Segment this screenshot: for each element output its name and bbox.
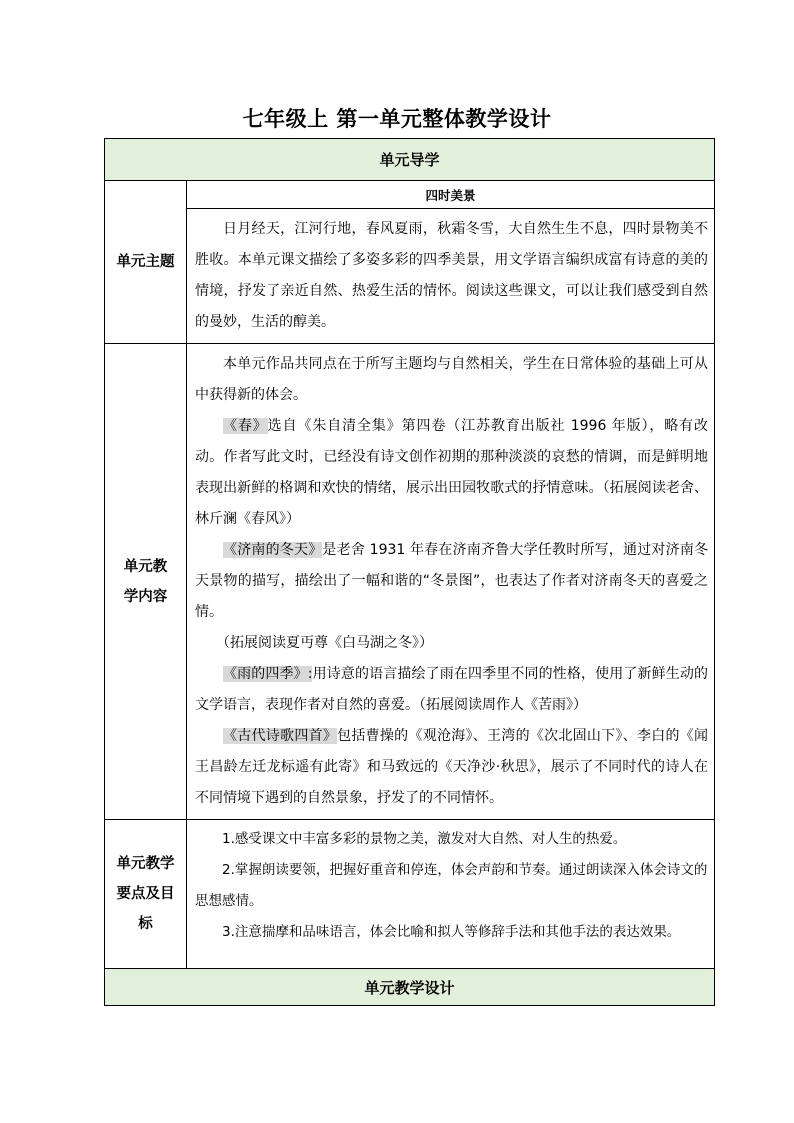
jinan-text: 是老舍 1931 年春在济南齐鲁大学任教时所写，通过对济南冬天景物的描写，描绘出了一幅和谐的“冬景图”，也表达了作者对济南冬天的喜爱之情。 (195, 542, 709, 620)
rain-title: 《雨的四季》: (223, 666, 313, 682)
content-spring (195, 411, 708, 535)
unit-design-table (104, 138, 715, 1006)
content-label-text: 单元教学内容 (123, 558, 168, 605)
spring-title: 《春》 (223, 418, 268, 434)
theme-text-row (105, 209, 715, 344)
goals-row (105, 820, 715, 969)
jinan-title: 《济南的冬天》 (223, 542, 323, 558)
content-rain (195, 659, 708, 721)
content-jinan-ext: （拓展阅读夏丏尊《白马湖之冬》） (216, 635, 433, 651)
document-title: 七年级上 第一单元整体教学设计 (242, 107, 552, 131)
poems-title: 《古代诗歌四首》 (223, 728, 338, 744)
poems-text: 包括曹操的《观沧海》、王湾的《次北固山下》、李白的《闻王昌龄左迁龙标遥有此寄》和马致远的《天净沙·秋思》，展示了不同时代的诗人在不同情境下遇到的自然景象，抒发了的不同情怀。 (195, 728, 709, 806)
content-intro: 本单元作品共同点在于所写主题均与自然相关，学生在日常体验的基础上可从中获得新的体会。 (195, 356, 709, 403)
goal-item: 3.注意揣摩和品味语言，体会比喻和拟人等修辞手法和其他手法的表达效果。 (222, 924, 681, 940)
theme-row (105, 181, 715, 209)
theme-label: 单元主题 (105, 181, 187, 344)
rain-text: 用诗意的语言描绘了雨在四季里不同的性格，使用了新鲜生动的文学语言，表现作者对自然的喜爱。（拓展阅读周作人《苦雨》） (195, 666, 709, 713)
design-header-row (105, 969, 715, 1006)
goal-item: 2.掌握朗读要领，把握好重音和停连，体会声韵和节奏。通过朗读深入体会诗文的思想感情。 (195, 862, 708, 909)
content-cell (187, 344, 715, 820)
guide-header-row (105, 139, 715, 181)
goal-item: 1.感受课文中丰富多彩的景物之美，激发对大自然、对人生的热爱。 (222, 831, 627, 847)
content-label (105, 344, 187, 820)
goals-label (105, 820, 187, 969)
goals-label-text: 单元教学要点及目标 (116, 856, 175, 932)
content-jinan (195, 535, 708, 628)
content-poems (195, 721, 708, 814)
guide-header: 单元导学 (105, 139, 715, 181)
theme-subtitle: 四时美景 (187, 181, 715, 209)
design-header: 单元教学设计 (105, 969, 715, 1006)
goals-cell (187, 820, 715, 969)
theme-text-cell (187, 209, 715, 344)
theme-text: 日月经天，江河行地，春风夏雨，秋霜冬雪，大自然生生不息，四时景物美不胜收。本单元课文描绘了多姿多彩的四季美景，用文学语言编织成富有诗意的美的情境，抒发了亲近自然、热爱生活的情怀。阅读这些课文，可以让我们感受到自然的曼妙，生活的醇美。 (195, 221, 709, 330)
spring-text: 选自《朱自清全集》第四卷（江苏教育出版社 1996 年版），略有改动。作者写此文时，已经没有诗文创作初期的那种淡淡的哀愁的情调，而是鲜明地表现出新鲜的格调和欢快的情绪，展示出田园牧歌式的抒情意味。（拓展阅读老舍、林斤澜《春风》） (195, 418, 709, 527)
content-row (105, 344, 715, 820)
